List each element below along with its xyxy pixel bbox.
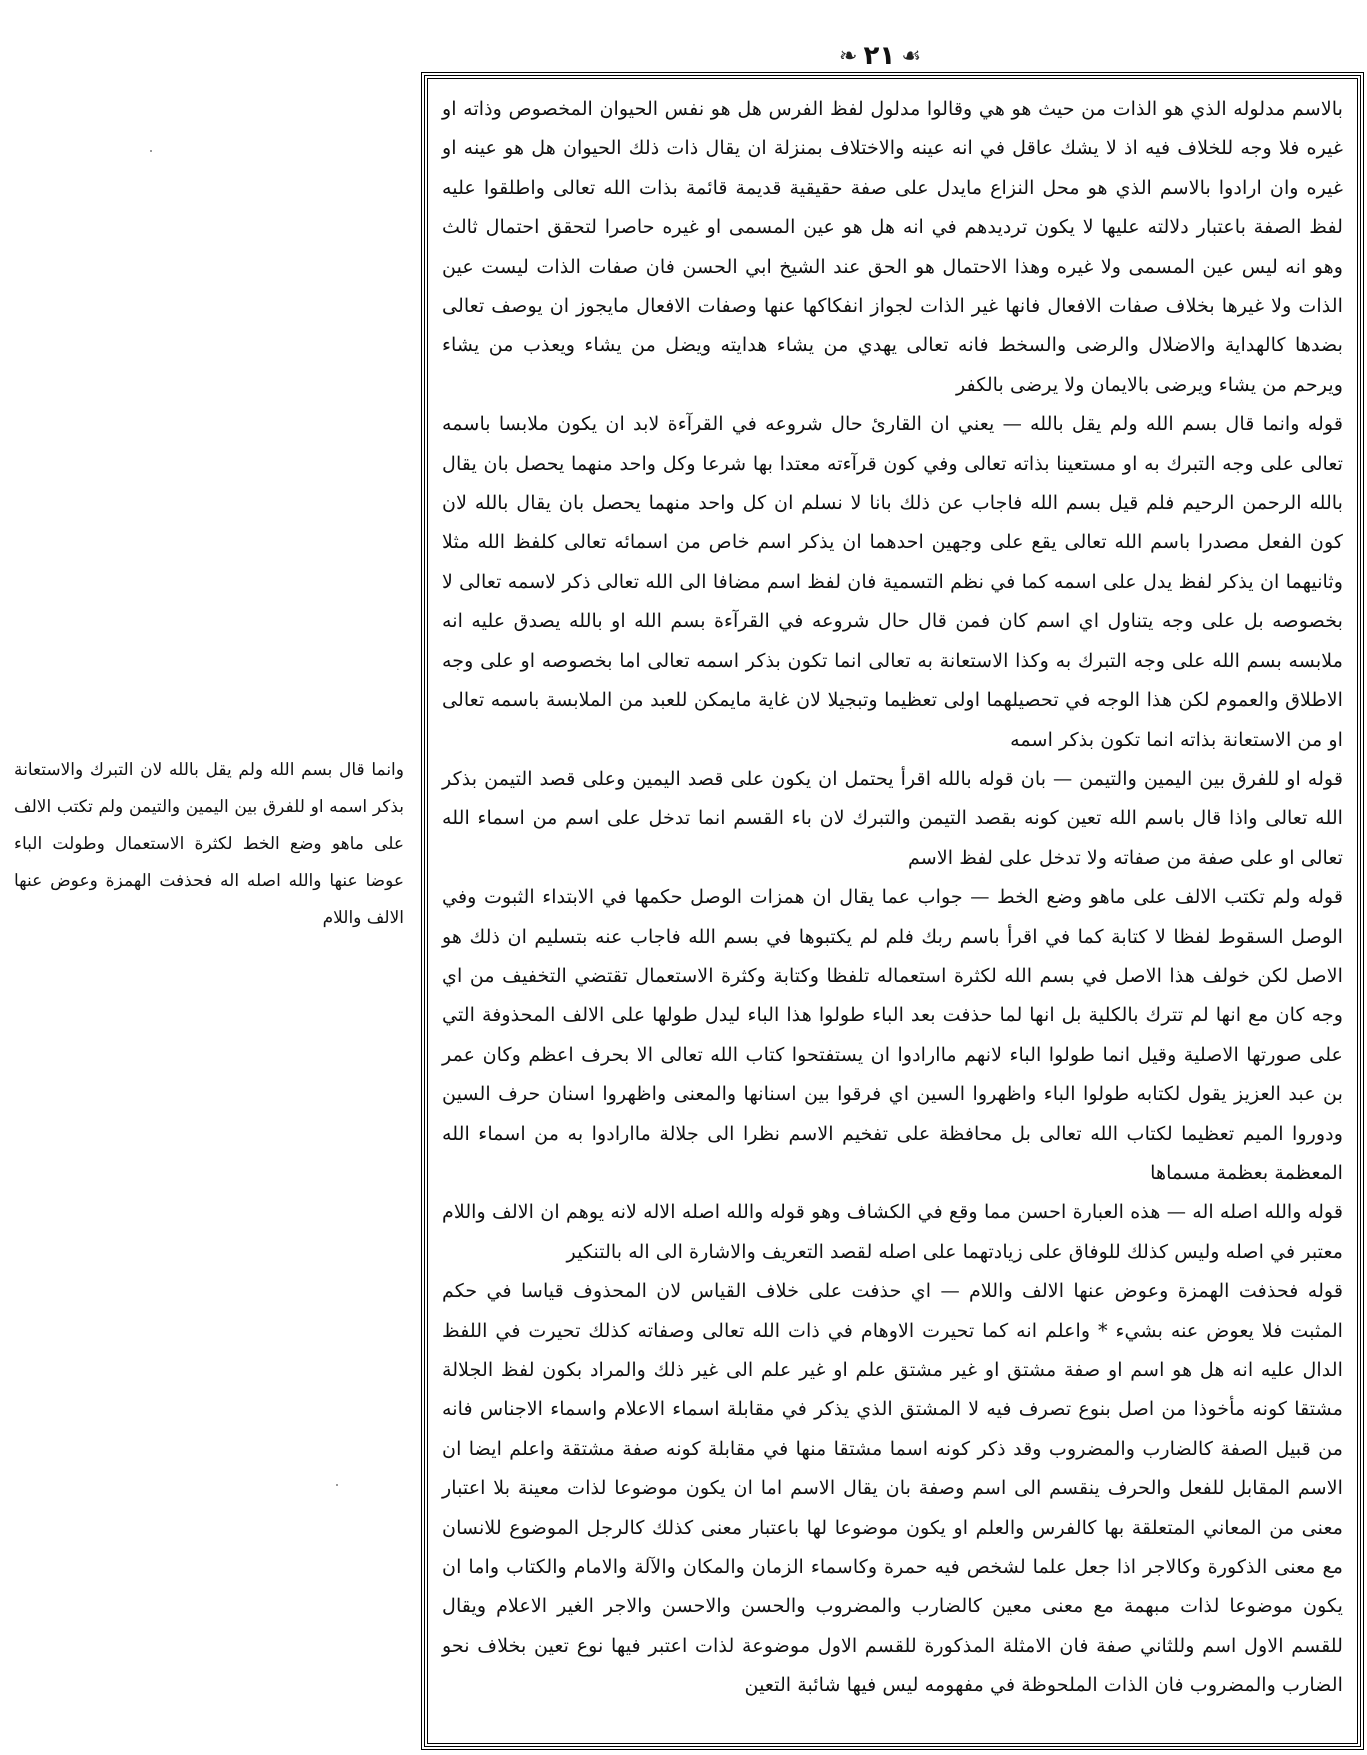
paragraph: قوله ولم تكتب الالف على ماهو وضع الخط — جواب عما يقال ان همزات الوصل حكمها في الابتداء الثبوت وفي الوصل السقوط لفظا لا كتابة كما في اقرأ باسم ربك فلم لم يكتبوها في بسم الله فاجاب عنه بتسليم ان ذلك هو الاصل لكن خولف هذا الاصل في بسم الله لكثرة استعماله تلفظا وكتابة وكثرة الاستعمال تقتضي التخفيف من اي وجه كان مع انها لم تترك بالكلية بل انها لما حذفت بعد الباء طولوا هذا الباء ليدل طولها على الالف المحذوفة التي على صورتها الاصلية وقيل انما طولوا الباء لانهم ماارادوا ان يستفتحوا كتاب الله تعالى الا بحرف اعظم وكان عمر بن عبد العزيز يقول لكتابه طولوا الباء واظهروا السين اي فرقوا بين اسنانها والمعنى واظهروا اسنان حرف السين ودوروا الميم تعظيما لكتاب الله تعالى بل محافظة على تفخيم الاسم نظرا الى جلالة ماارادوا به من اسماء الله المعظمة بعظمة مسماها <box>442 885 1343 1184</box>
page-number: ٢١ <box>863 41 896 71</box>
ornament-left-icon: ❧ <box>839 43 858 69</box>
margin-note: وانما قال بسم الله ولم يقل بالله لان التبرك والاستعانة بذكر اسمه او للفرق بين اليمين والتيمن ولم تكتب الالف على ماهو وضع الخط لكثرة الاستعمال وطولت الباء عوضا عنها والله اصله اله فحذفت الهمزة وعوض عنها الالف واللام <box>14 760 404 928</box>
main-text-body <box>442 89 1343 1705</box>
paragraph: قوله فحذفت الهمزة وعوض عنها الالف واللام — اي حذفت على خلاف القياس لان المحذوف قياسا في حكم المثبت فلا يعوض عنه بشيء * واعلم انه كما تحيرت الاوهام في ذات الله تعالى وصفاته كذلك تحيرت في اللفظ الدال عليه انه هل هو اسم او صفة مشتق او غير مشتق علم او غير علم الى غير ذلك والمراد بكون لفظ الجلالة مشتقا كونه مأخوذا من اصل بنوع تصرف فيه لا المشتق الذي يذكر في مقابلة اسماء الاعلام واسماء الاجناس فانه من قبيل الصفة كالضارب والمضروب وقد ذكر كونه اسما مشتقا منها في مقابلة كونه صفة مشتقة واعلم ايضا ان الاسم المقابل للفعل والحرف ينقسم الى اسم وصفة بان يقال الاسم اما ان يكون موضوعا لذات معينة بلا اعتبار معنى من المعاني المتعلقة بها كالفرس والعلم او يكون موضوعا لها باعتبار معنى كذلك كالرجل الموضوع للانسان مع معنى الذكورة وكالاجر اذا جعل علما لشخص فيه حمرة وكاسماء الزمان والمكان والآلة والامام والكتاب واما ان يكون موضوعا لذات مبهمة مع معنى معين كالضارب والمضروب والحسن والاحسن والاجر الغير الاعلام ويقال للقسم الاول اسم وللثاني صفة فان الامثلة المذكورة للقسم الاول موضوعة لذات اعتبر فيها نوع تعين بخلاف نحو الضارب والمضروب فان الذات الملحوظة في مفهومه ليس فيها شائبة التعين <box>442 1279 1343 1697</box>
ornament-right-icon: ☙ <box>901 43 921 69</box>
scan-speck <box>336 1484 338 1486</box>
page-header <box>820 36 940 76</box>
scan-speck <box>150 150 152 152</box>
paragraph: قوله او للفرق بين اليمين والتيمن — بان قوله بالله اقرأ يحتمل ان يكون على قصد اليمين وعلى قصد التيمن بذكر الله تعالى واذا قال باسم الله تعين كونه بقصد التيمن والتبرك لان باء القسم انما تدخل على اسم من اسماء الله تعالى او على صفة من صفاته ولا تدخل على لفظ الاسم <box>442 766 1343 869</box>
paragraph: بالاسم مدلوله الذي هو الذات من حيث هو هي وقالوا مدلول لفظ الفرس هل هو نفس الحيوان المخصوص وذاته او غيره فلا وجه للخلاف فيه اذ لا يشك عاقل في انه عينه والاختلاف بمنزلة ان يقال ذات ذلك الحيوان هل هو عينه او غيره وان ارادوا بالاسم الذي هو محل النزاع مايدل على صفة حقيقية قديمة قائمة بذات الله تعالى واطلقوا عليه لفظ الصفة باعتبار دلالته عليها لا يكون ترديدهم في انه هل هو عين المسمى او غيره حاصرا لتحقق احتمال ثالث وهو انه ليس عين المسمى ولا غيره وهذا الاحتمال هو الحق عند الشيخ ابي الحسن فان صفات الذات ليست عين الذات ولا غيرها بخلاف صفات الافعال فانها غير الذات لجواز انفكاكها عنها وصفات الافعال مايجوز ان يوصف تعالى بضدها كالهداية والاضلال والرضى والسخط فانه تعالى يهدي من يشاء هدايته ويضل من يشاء ويعذب من يشاء ويرحم من يشاء ويرضى بالايمان ولا يرضى بالكفر <box>442 97 1343 396</box>
main-text-frame <box>424 75 1361 1747</box>
paragraph: قوله والله اصله اله — هذه العبارة احسن مما وقع في الكشاف وهو قوله والله اصله الاله لانه يوهم ان الالف واللام معتبر في اصله وليس كذلك للوفاق على زيادتهما على اصله لقصد التعريف والاشارة الى اله بالتنكير <box>442 1200 1343 1263</box>
paragraph: قوله وانما قال بسم الله ولم يقل بالله — يعني ان القارئ حال شروعه في القرآءة لابد ان يكون ملابسا باسمه تعالى على وجه التبرك به او مستعينا بذاته تعالى وفي كون قرآءته معتدا بها شرعا وكل واحد منهما يحصل بان يقال بالله الرحمن الرحيم فلم قيل بسم الله فاجاب عن ذلك بانا لا نسلم ان كل واحد منهما يحصل بان يقال بالله لان كون الفعل مصدرا باسم الله تعالى يقع على وجهين احدهما ان يذكر اسم خاص من اسمائه تعالى كلفظ الله مثلا وثانيهما ان يذكر لفظ يدل على اسمه كما في نظم التسمية فان لفظ اسم مضافا الى الله تعالى ذكر لاسمه تعالى لا بخصوصه بل على وجه يتناول اي اسم كان فمن قال حال شروعه في القرآءة بسم الله او بالله يصدق عليه انه ملابسه بسم الله على وجه التبرك به وكذا الاستعانة به تعالى انما تكون بذكر اسمه تعالى اما بخصوصه او على وجه الاطلاق والعموم لكن هذا الوجه في تحصيلهما اولى تعظيما وتبجيلا لان غاية مايمكن للعبد من الملابسة باسمه تعالى او من الاستعانة بذاته انما تكون بذكر اسمه <box>442 412 1343 751</box>
